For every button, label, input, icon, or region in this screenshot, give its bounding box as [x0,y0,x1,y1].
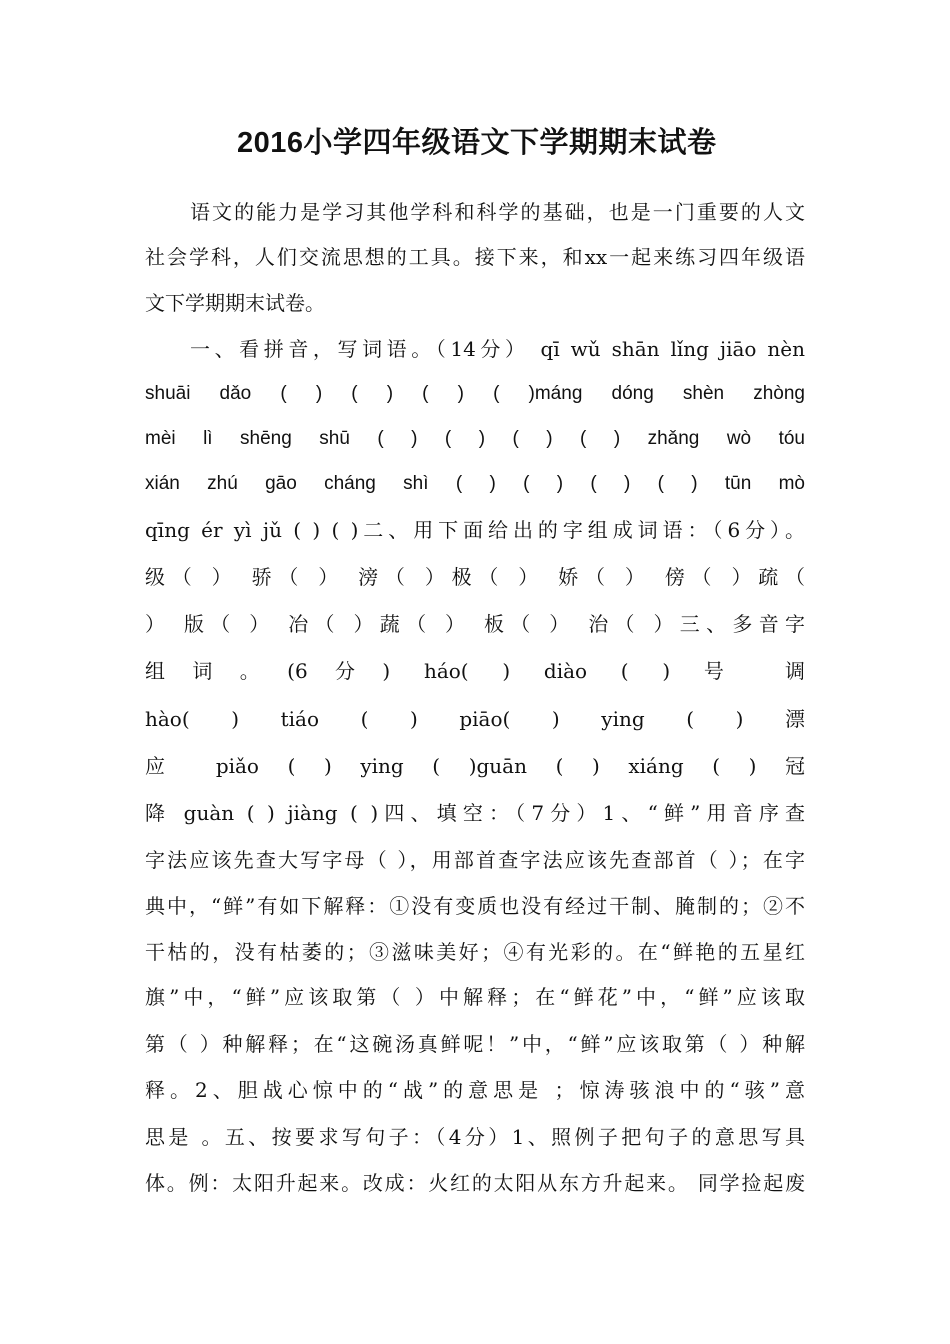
paragraph-line: 文下学期期末试卷。 [145,291,325,315]
paragraph-line: ） 版（ ） 冶（ ）蔬（ ） 板（ ） 治（ ）三、多音字 [145,612,805,636]
paragraph-line: 降 guàn ( ) jiàng ( )四、填空：（7分）1、“鲜”用音序查 [145,801,805,825]
paragraph-line: 体。例：太阳升起来。改成：火红的太阳从东方升起来。 同学捡起废 [145,1171,805,1195]
paragraph-line: shuāi dǎo ( ) ( ) ( ) ( )máng dóng shèn zhòng [145,383,805,404]
paragraph-line: 思是 。五、按要求写句子：（4分）1、照例子把句子的意思写具 [145,1125,805,1149]
paragraph-line: 组词。(6分) háo( ) diào ( ) 号 调 [145,659,805,683]
paragraph-line: 第（ ）种解释；在“这碗汤真鲜呢！”中，“鲜”应该取第（ ）种解 [145,1032,805,1056]
paragraph-line: 旗”中，“鲜”应该取第（ ）中解释；在“鲜花”中，“鲜”应该取 [145,985,805,1009]
paragraph-line: 释。2、胆战心惊中的“战”的意思是 ；惊涛骇浪中的“骇”意 [145,1078,805,1102]
paragraph-line: 字法应该先查大写字母（ ），用部首查字法应该先查部首（ ）；在字 [145,848,805,872]
paragraph-line: 应 piǎo ( ) ying ( )guān ( ) xiáng ( ) 冠 [145,754,805,778]
paragraph-line: 语文的能力是学习其他学科和科学的基础，也是一门重要的人文 [190,200,805,224]
paragraph-line: qīng ér yì jǔ ( ) ( )二、用下面给出的字组成词语：（6分）。 [145,518,805,542]
paragraph-line: 干枯的，没有枯萎的；③滋味美好；④有光彩的。在“鲜艳的五星红 [145,940,805,964]
paragraph-line: xián zhú gāo cháng shì ( ) ( ) ( ) ( ) tūn mò [145,473,805,494]
paragraph-line: 典中，“鲜”有如下解释：①没有变质也没有经过干制、腌制的；②不 [145,894,805,918]
paragraph-line: 级（ ） 骄（ ） 滂（ ）极（ ） 娇（ ） 傍（ ）疏（ [145,565,805,589]
paragraph-line: 社会学科，人们交流思想的工具。接下来，和xx一起来练习四年级语 [145,245,805,269]
paragraph-line: mèi lì shēng shū ( ) ( ) ( ) ( ) zhǎng wò tóu [145,428,805,449]
paragraph-line: hào( ) tiáo ( ) piāo( ) ying ( ) 漂 [145,707,805,731]
paragraph-line: 一、看拼音，写词语。（14分） qī wǔ shān lǐng jiāo nèn [190,337,805,361]
document-title: 2016小学四年级语文下学期期末试卷 [237,127,717,159]
